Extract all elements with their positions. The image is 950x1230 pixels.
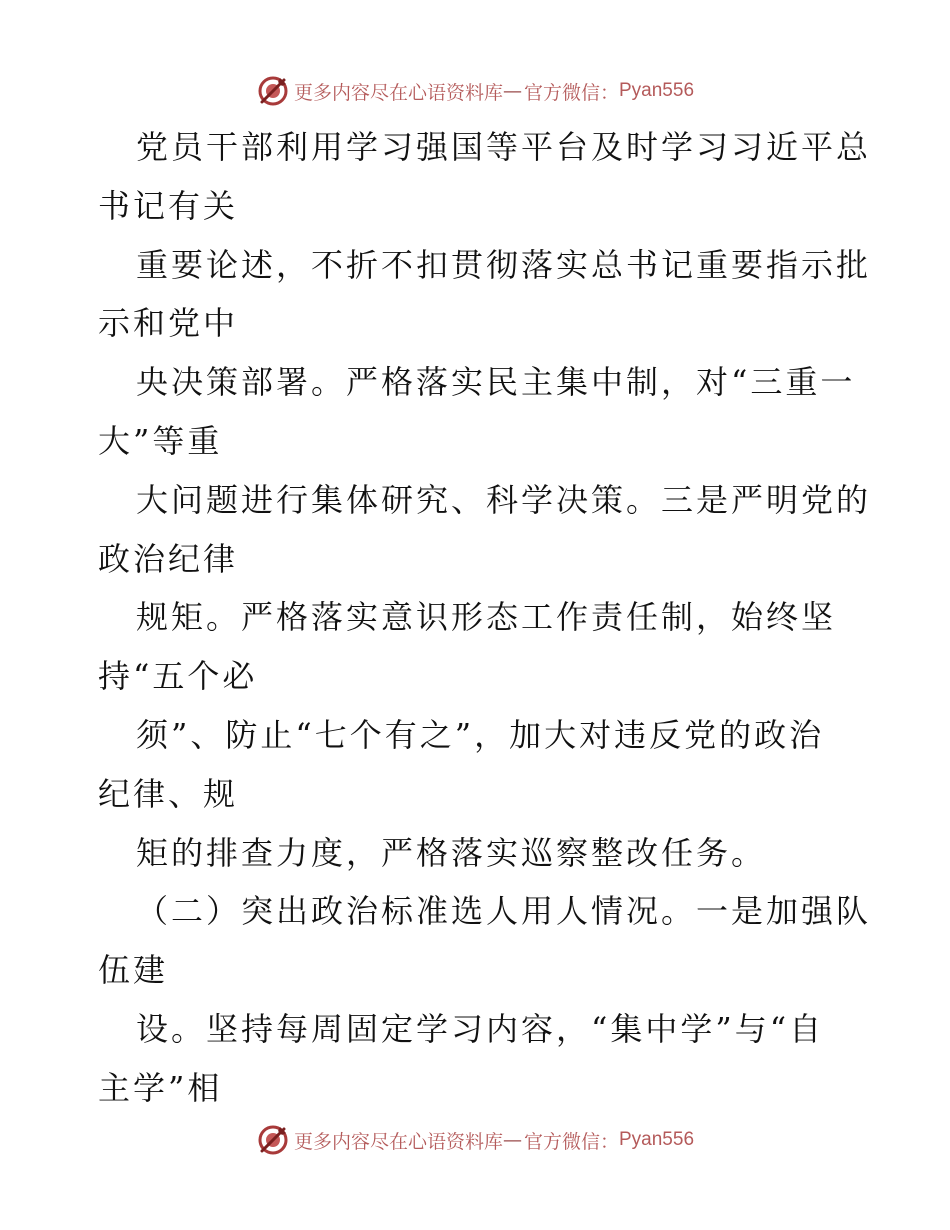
footer-banner xyxy=(0,1120,950,1160)
header-banner xyxy=(0,71,950,111)
text-line: 重要论述，不折不扣贯彻落实总书记重要指示批 xyxy=(136,245,872,284)
footer-wechat-label: 官方微信： xyxy=(523,1130,619,1153)
text-line: （二）突出政治标准选人用人情况。一是加强队 xyxy=(136,892,872,931)
footer-banner-text: 更多内容尽在心语资料库 xyxy=(293,1130,503,1153)
header-banner-text: 更多内容尽在心语资料库 xyxy=(293,81,503,104)
text-line: 须”、防止“七个有之”，加大对违反党的政治 xyxy=(136,715,825,754)
text-line: 大问题进行集体研究、科学决策。三是严明党的 xyxy=(136,480,872,519)
text-line: 示和党中 xyxy=(98,304,239,343)
text-line: 矩的排查力度，严格落实巡察整改任务。 xyxy=(136,833,767,872)
body-text xyxy=(98,118,872,1118)
text-line: 书记有关 xyxy=(98,186,239,225)
text-line: 设。坚持每周固定学习内容，“集中学”与“自 xyxy=(136,1009,825,1048)
text-line: 党员干部利用学习强国等平台及时学习习近平总 xyxy=(136,128,872,166)
header-wechat-label: 官方微信： xyxy=(523,81,619,104)
text-line: 纪律、规 xyxy=(98,774,239,813)
header-separator: — xyxy=(502,80,522,102)
header-wechat-id: Pyan556 xyxy=(619,80,695,101)
text-line: 伍建 xyxy=(98,951,169,990)
footer-wechat-id: Pyan556 xyxy=(619,1129,695,1150)
text-line: 规矩。严格落实意识形态工作责任制，始终坚 xyxy=(136,598,837,637)
text-line: 主学”相 xyxy=(98,1068,223,1107)
pen-logo-icon xyxy=(256,1123,290,1157)
pen-logo-icon xyxy=(256,74,290,108)
footer-separator: — xyxy=(502,1129,522,1151)
text-line: 持“五个必 xyxy=(98,657,258,696)
text-line: 政治纪律 xyxy=(98,539,239,578)
text-line: 大”等重 xyxy=(98,421,223,460)
text-line: 央决策部署。严格落实民主集中制，对“三重一 xyxy=(136,363,856,402)
